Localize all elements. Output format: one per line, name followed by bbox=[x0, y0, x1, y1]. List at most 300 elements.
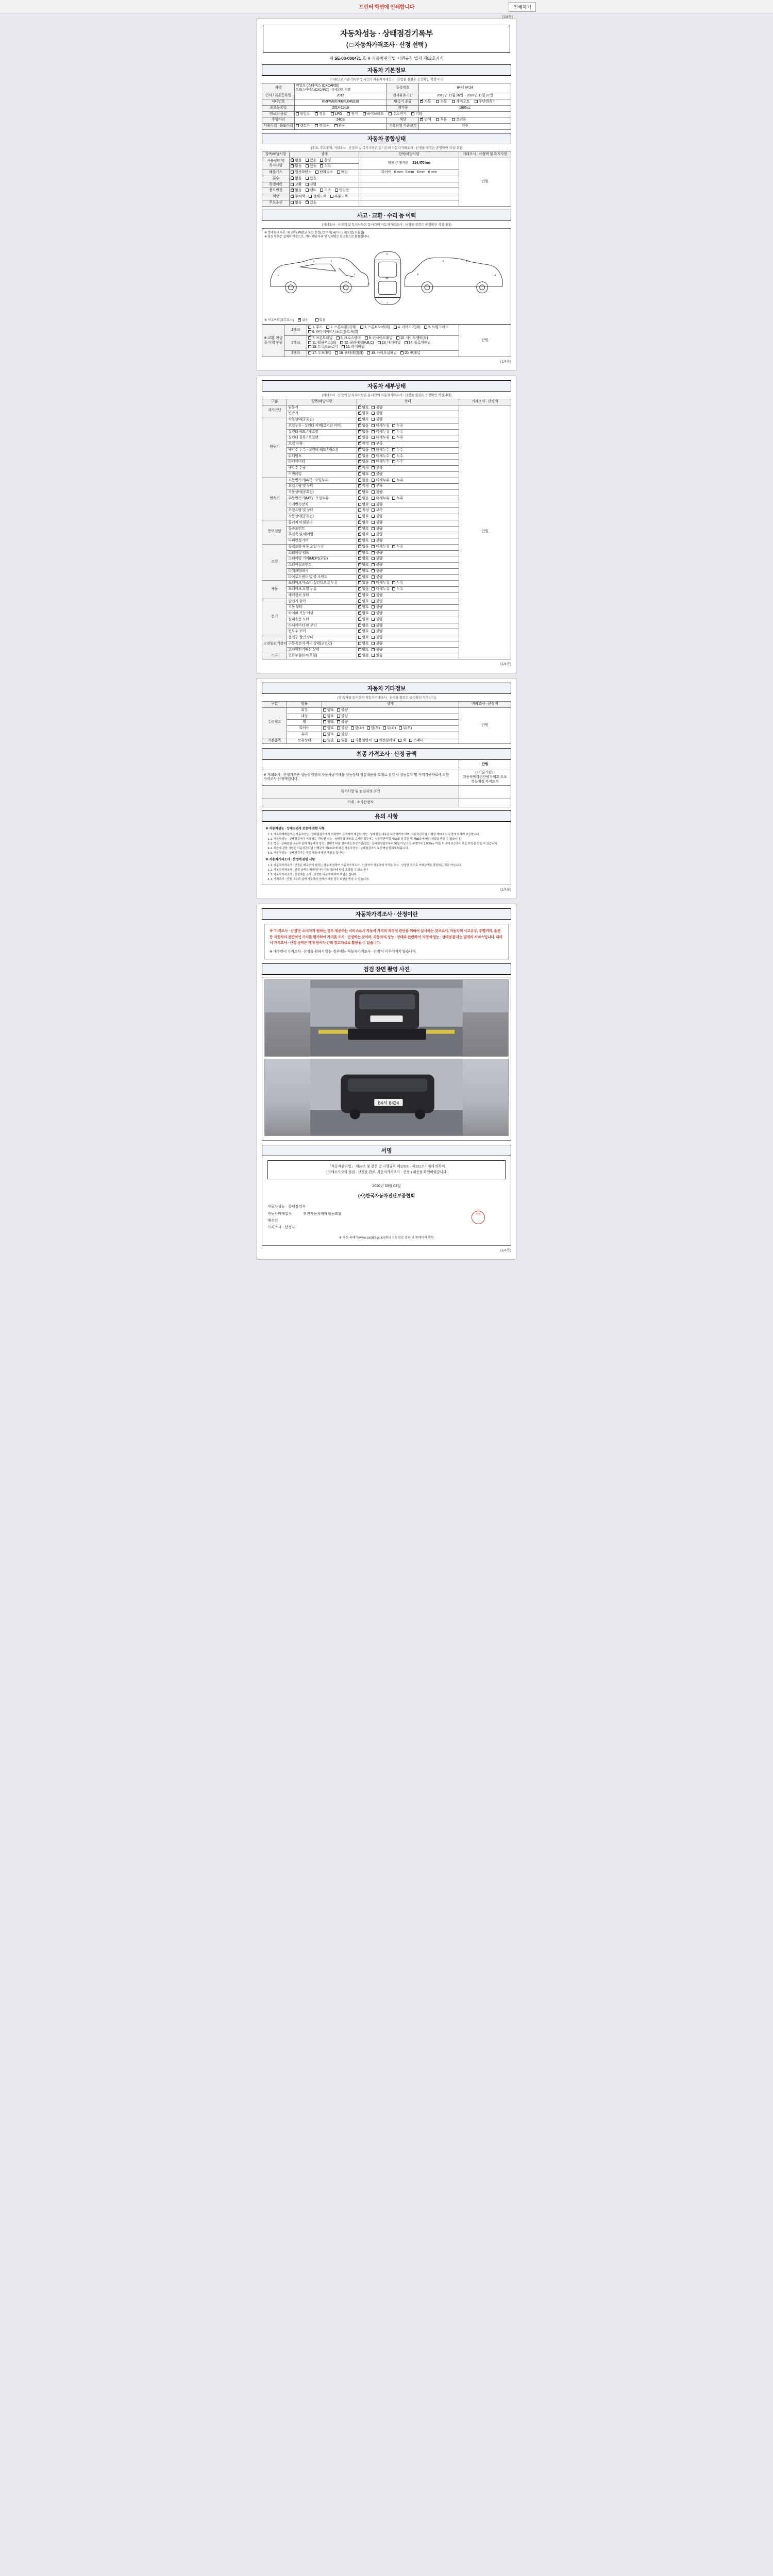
checkbox-icon[interactable] bbox=[358, 484, 361, 487]
print-button[interactable]: 인쇄하기 bbox=[509, 2, 536, 12]
checkbox-icon[interactable] bbox=[358, 654, 361, 657]
p2-1[interactable] bbox=[335, 351, 363, 356]
checkbox-icon[interactable] bbox=[372, 600, 375, 603]
checkbox-icon[interactable] bbox=[372, 448, 375, 451]
checkbox-icon[interactable] bbox=[315, 124, 318, 127]
d5-0-1[interactable] bbox=[372, 581, 389, 586]
checkbox-icon[interactable] bbox=[358, 600, 361, 603]
d1-0-1[interactable] bbox=[372, 418, 382, 422]
checkbox-icon[interactable] bbox=[358, 563, 361, 566]
d1-0-0[interactable] bbox=[358, 418, 369, 422]
wheel1[interactable] bbox=[367, 726, 380, 731]
ov3-o0[interactable] bbox=[291, 177, 301, 181]
checkbox-icon[interactable] bbox=[358, 630, 361, 633]
checkbox-icon[interactable] bbox=[372, 533, 375, 536]
ov2-o2[interactable] bbox=[337, 171, 348, 175]
checkbox-icon[interactable] bbox=[298, 318, 301, 321]
o4-1[interactable] bbox=[337, 733, 348, 737]
d1-2-1[interactable] bbox=[372, 430, 389, 435]
d2-3-2[interactable] bbox=[392, 497, 403, 501]
d2-2-1[interactable] bbox=[372, 490, 382, 495]
p2-3[interactable] bbox=[400, 351, 420, 356]
checkbox-icon[interactable] bbox=[420, 100, 423, 103]
checkbox-icon[interactable] bbox=[367, 726, 370, 730]
checkbox-icon[interactable] bbox=[372, 545, 375, 548]
checkbox-icon[interactable] bbox=[340, 341, 343, 344]
d5-0-2[interactable] bbox=[392, 581, 403, 586]
checkbox-icon[interactable] bbox=[323, 726, 326, 730]
checkbox-icon[interactable] bbox=[358, 424, 361, 427]
d6-3-0[interactable] bbox=[358, 618, 369, 622]
d8-0-0[interactable] bbox=[358, 654, 369, 658]
checkbox-icon[interactable] bbox=[372, 605, 375, 608]
d6-1-1[interactable] bbox=[372, 605, 382, 610]
checkbox-icon[interactable] bbox=[291, 171, 294, 174]
checkbox-icon[interactable] bbox=[337, 733, 340, 736]
checkbox-icon[interactable] bbox=[365, 336, 368, 340]
p0-1[interactable] bbox=[326, 326, 356, 330]
d4-3-1[interactable] bbox=[372, 563, 382, 568]
checkbox-icon[interactable] bbox=[296, 112, 299, 115]
d1-9-1[interactable] bbox=[372, 472, 382, 477]
checkbox-icon[interactable] bbox=[358, 448, 361, 451]
checkbox-icon[interactable] bbox=[358, 503, 361, 506]
p0-5[interactable] bbox=[308, 330, 358, 335]
fuel-opt-4[interactable] bbox=[363, 112, 383, 117]
d1-5-1[interactable] bbox=[372, 448, 389, 453]
checkbox-icon[interactable] bbox=[320, 159, 323, 162]
d1-6-1[interactable] bbox=[372, 454, 389, 459]
d7-1-0[interactable] bbox=[358, 642, 369, 647]
checkbox-icon[interactable] bbox=[306, 189, 309, 192]
p1-4[interactable] bbox=[308, 341, 336, 346]
fuel-opt-6[interactable] bbox=[411, 112, 422, 117]
checkbox-icon[interactable] bbox=[358, 648, 361, 651]
checkbox-icon[interactable] bbox=[358, 587, 361, 590]
p0-0[interactable] bbox=[308, 326, 323, 330]
checkbox-icon[interactable] bbox=[291, 189, 294, 192]
checkbox-icon[interactable] bbox=[392, 424, 395, 427]
checkbox-icon[interactable] bbox=[372, 539, 375, 542]
checkbox-icon[interactable] bbox=[372, 484, 375, 487]
checkbox-icon[interactable] bbox=[375, 739, 378, 742]
checkbox-icon[interactable] bbox=[308, 345, 311, 348]
checkbox-icon[interactable] bbox=[372, 521, 375, 524]
o5-0[interactable] bbox=[323, 739, 334, 743]
color-opt-1[interactable] bbox=[436, 118, 447, 123]
checkbox-icon[interactable] bbox=[372, 648, 375, 651]
d3-1-1[interactable] bbox=[372, 527, 382, 532]
d2-1-1[interactable] bbox=[372, 484, 382, 489]
checkbox-icon[interactable] bbox=[358, 509, 361, 512]
ov6-o1[interactable] bbox=[309, 195, 326, 199]
checkbox-icon[interactable] bbox=[358, 521, 361, 524]
checkbox-icon[interactable] bbox=[335, 189, 338, 192]
d7-2-1[interactable] bbox=[372, 648, 382, 653]
ov5-o0[interactable] bbox=[291, 189, 301, 193]
checkbox-icon[interactable] bbox=[363, 112, 366, 115]
checkbox-icon[interactable] bbox=[372, 460, 375, 463]
checkbox-icon[interactable] bbox=[358, 624, 361, 627]
checkbox-icon[interactable] bbox=[372, 618, 375, 621]
trans-opt-3[interactable] bbox=[475, 100, 495, 105]
checkbox-icon[interactable] bbox=[372, 442, 375, 445]
d3-3-1[interactable] bbox=[372, 539, 382, 544]
checkbox-icon[interactable] bbox=[308, 326, 311, 329]
checkbox-icon[interactable] bbox=[315, 171, 318, 174]
checkbox-icon[interactable] bbox=[358, 612, 361, 615]
ov6-o0[interactable] bbox=[291, 195, 305, 199]
fuel-opt-0[interactable] bbox=[296, 112, 310, 117]
p1-3[interactable] bbox=[396, 336, 428, 341]
checkbox-icon[interactable] bbox=[320, 189, 323, 192]
checkbox-icon[interactable] bbox=[335, 351, 338, 354]
checkbox-icon[interactable] bbox=[372, 406, 375, 409]
d2-0-1[interactable] bbox=[372, 479, 389, 483]
d6-0-0[interactable] bbox=[358, 600, 369, 604]
checkbox-icon[interactable] bbox=[360, 326, 363, 329]
d1-7-0[interactable] bbox=[358, 460, 369, 465]
p1-6[interactable] bbox=[378, 341, 400, 346]
d2-5-0[interactable] bbox=[358, 509, 369, 513]
checkbox-icon[interactable] bbox=[358, 418, 361, 421]
d5-1-1[interactable] bbox=[372, 587, 389, 592]
checkbox-icon[interactable] bbox=[358, 442, 361, 445]
o3-1[interactable] bbox=[337, 726, 348, 731]
o0-0[interactable] bbox=[323, 708, 334, 713]
checkbox-icon[interactable] bbox=[372, 563, 375, 566]
d3-2-0[interactable] bbox=[358, 533, 369, 537]
checkbox-icon[interactable] bbox=[358, 533, 361, 536]
checkbox-icon[interactable] bbox=[358, 581, 361, 584]
dmg-opt-1[interactable] bbox=[315, 317, 326, 322]
checkbox-icon[interactable] bbox=[291, 164, 294, 167]
checkbox-icon[interactable] bbox=[372, 557, 375, 560]
use-opt-2[interactable] bbox=[334, 124, 345, 129]
d4-4-1[interactable] bbox=[372, 569, 382, 574]
checkbox-icon[interactable] bbox=[358, 642, 361, 645]
checkbox-icon[interactable] bbox=[392, 460, 395, 463]
d1-1-1[interactable] bbox=[372, 424, 389, 429]
ov0-o0[interactable] bbox=[291, 159, 301, 163]
checkbox-icon[interactable] bbox=[372, 569, 375, 572]
checkbox-icon[interactable] bbox=[372, 515, 375, 518]
checkbox-icon[interactable] bbox=[306, 201, 309, 204]
d5-2-0[interactable] bbox=[358, 594, 369, 598]
checkbox-icon[interactable] bbox=[372, 436, 375, 439]
checkbox-icon[interactable] bbox=[394, 326, 397, 329]
d7-1-1[interactable] bbox=[372, 642, 382, 647]
checkbox-icon[interactable] bbox=[475, 100, 478, 103]
checkbox-icon[interactable] bbox=[358, 497, 361, 500]
d0-0-1[interactable] bbox=[372, 406, 382, 411]
p2-2[interactable] bbox=[367, 351, 396, 356]
p1-8[interactable] bbox=[308, 345, 338, 350]
checkbox-icon[interactable] bbox=[323, 739, 326, 742]
d3-2-1[interactable] bbox=[372, 533, 382, 537]
d4-5-0[interactable] bbox=[358, 575, 369, 580]
d1-9-0[interactable] bbox=[358, 472, 369, 477]
d1-1-2[interactable] bbox=[392, 424, 403, 429]
checkbox-icon[interactable] bbox=[358, 545, 361, 548]
checkbox-icon[interactable] bbox=[392, 587, 395, 590]
d1-5-2[interactable] bbox=[392, 448, 403, 453]
checkbox-icon[interactable] bbox=[323, 720, 326, 723]
checkbox-icon[interactable] bbox=[372, 509, 375, 512]
d2-5-1[interactable] bbox=[372, 509, 382, 513]
d7-0-0[interactable] bbox=[358, 636, 369, 640]
checkbox-icon[interactable] bbox=[392, 436, 395, 439]
checkbox-icon[interactable] bbox=[424, 326, 427, 329]
checkbox-icon[interactable] bbox=[308, 341, 311, 344]
checkbox-icon[interactable] bbox=[358, 636, 361, 639]
ov3-o1[interactable] bbox=[306, 177, 316, 181]
checkbox-icon[interactable] bbox=[296, 124, 299, 127]
d2-4-0[interactable] bbox=[358, 503, 369, 507]
checkbox-icon[interactable] bbox=[291, 201, 294, 204]
checkbox-icon[interactable] bbox=[337, 715, 340, 718]
checkbox-icon[interactable] bbox=[372, 454, 375, 457]
checkbox-icon[interactable] bbox=[405, 341, 408, 344]
d1-7-2[interactable] bbox=[392, 460, 403, 465]
p1-0[interactable] bbox=[308, 336, 332, 341]
p1-9[interactable] bbox=[342, 345, 364, 350]
checkbox-icon[interactable] bbox=[372, 581, 375, 584]
ov0-o1[interactable] bbox=[306, 159, 316, 163]
d1-8-1[interactable] bbox=[372, 466, 382, 471]
d5-1-0[interactable] bbox=[358, 587, 369, 592]
checkbox-icon[interactable] bbox=[372, 479, 375, 482]
p0-3[interactable] bbox=[394, 326, 420, 330]
d4-2-1[interactable] bbox=[372, 557, 382, 562]
checkbox-icon[interactable] bbox=[392, 454, 395, 457]
checkbox-icon[interactable] bbox=[308, 351, 311, 354]
checkbox-icon[interactable] bbox=[358, 618, 361, 621]
wheel3[interactable] bbox=[399, 726, 412, 731]
d4-5-1[interactable] bbox=[372, 575, 382, 580]
checkbox-icon[interactable] bbox=[392, 430, 395, 433]
checkbox-icon[interactable] bbox=[358, 466, 361, 469]
trans-opt-2[interactable] bbox=[452, 100, 469, 105]
ov2-o1[interactable] bbox=[315, 171, 333, 175]
checkbox-icon[interactable] bbox=[337, 726, 340, 730]
fuel-opt-3[interactable] bbox=[347, 112, 358, 117]
checkbox-icon[interactable] bbox=[337, 336, 340, 340]
checkbox-icon[interactable] bbox=[372, 466, 375, 469]
d4-1-1[interactable] bbox=[372, 551, 382, 556]
checkbox-icon[interactable] bbox=[398, 739, 401, 742]
d1-8-0[interactable] bbox=[358, 466, 369, 471]
checkbox-icon[interactable] bbox=[372, 636, 375, 639]
checkbox-icon[interactable] bbox=[306, 177, 309, 180]
checkbox-icon[interactable] bbox=[358, 594, 361, 597]
checkbox-icon[interactable] bbox=[358, 575, 361, 579]
d2-0-0[interactable] bbox=[358, 479, 369, 483]
checkbox-icon[interactable] bbox=[396, 336, 399, 340]
fuel-opt-1[interactable] bbox=[315, 112, 326, 117]
checkbox-icon[interactable] bbox=[392, 497, 395, 500]
d7-0-1[interactable] bbox=[372, 636, 382, 640]
use-opt-0[interactable] bbox=[296, 124, 310, 129]
d5-0-0[interactable] bbox=[358, 581, 369, 586]
d2-2-0[interactable] bbox=[358, 490, 369, 495]
checkbox-icon[interactable] bbox=[315, 112, 318, 115]
ov5-o2[interactable] bbox=[320, 189, 331, 193]
d2-3-0[interactable] bbox=[358, 497, 369, 501]
checkbox-icon[interactable] bbox=[358, 472, 361, 476]
checkbox-icon[interactable] bbox=[372, 412, 375, 415]
checkbox-icon[interactable] bbox=[420, 118, 423, 121]
checkbox-icon[interactable] bbox=[372, 575, 375, 579]
checkbox-icon[interactable] bbox=[411, 112, 414, 115]
checkbox-icon[interactable] bbox=[306, 164, 309, 167]
trans-opt-0[interactable] bbox=[420, 100, 431, 105]
d1-7-1[interactable] bbox=[372, 460, 389, 465]
ov7-o1[interactable] bbox=[306, 201, 316, 206]
d2-6-0[interactable] bbox=[358, 515, 369, 519]
checkbox-icon[interactable] bbox=[436, 118, 439, 121]
checkbox-icon[interactable] bbox=[326, 326, 329, 329]
checkbox-icon[interactable] bbox=[337, 171, 340, 174]
wheel2[interactable] bbox=[383, 726, 396, 731]
checkbox-icon[interactable] bbox=[383, 726, 386, 730]
checkbox-icon[interactable] bbox=[372, 527, 375, 530]
wheel0[interactable] bbox=[351, 726, 364, 731]
d6-5-1[interactable] bbox=[372, 630, 382, 634]
o3-0[interactable] bbox=[323, 726, 334, 731]
checkbox-icon[interactable] bbox=[372, 490, 375, 494]
ov6-o2[interactable] bbox=[330, 195, 348, 199]
d2-6-1[interactable] bbox=[372, 515, 382, 519]
d6-4-0[interactable] bbox=[358, 624, 369, 629]
p1-5[interactable] bbox=[340, 341, 374, 346]
checkbox-icon[interactable] bbox=[351, 726, 354, 730]
checkbox-icon[interactable] bbox=[392, 581, 395, 584]
d3-3-0[interactable] bbox=[358, 539, 369, 544]
d4-1-0[interactable] bbox=[358, 551, 369, 556]
d7-2-0[interactable] bbox=[358, 648, 369, 653]
checkbox-icon[interactable] bbox=[452, 100, 455, 103]
checkbox-icon[interactable] bbox=[358, 527, 361, 530]
d6-4-1[interactable] bbox=[372, 624, 382, 629]
dmg-opt-0[interactable] bbox=[298, 317, 308, 322]
checkbox-icon[interactable] bbox=[337, 720, 340, 723]
checkbox-icon[interactable] bbox=[358, 551, 361, 554]
d1-2-0[interactable] bbox=[358, 430, 369, 435]
checkbox-icon[interactable] bbox=[331, 112, 334, 115]
checkbox-icon[interactable] bbox=[436, 100, 439, 103]
checkbox-icon[interactable] bbox=[358, 479, 361, 482]
color-opt-0[interactable] bbox=[420, 118, 431, 123]
basic1[interactable] bbox=[375, 739, 395, 743]
checkbox-icon[interactable] bbox=[399, 726, 402, 730]
d1-5-0[interactable] bbox=[358, 448, 369, 453]
d4-4-0[interactable] bbox=[358, 569, 369, 574]
checkbox-icon[interactable] bbox=[315, 318, 318, 321]
d0-1-0[interactable] bbox=[358, 412, 369, 416]
d4-0-0[interactable] bbox=[358, 545, 369, 550]
checkbox-icon[interactable] bbox=[372, 654, 375, 657]
checkbox-icon[interactable] bbox=[351, 739, 354, 742]
trans-opt-1[interactable] bbox=[436, 100, 447, 105]
color-opt-2[interactable] bbox=[452, 118, 466, 123]
d2-4-1[interactable] bbox=[372, 503, 382, 507]
o1-0[interactable] bbox=[323, 715, 334, 719]
checkbox-icon[interactable] bbox=[358, 605, 361, 608]
d3-0-1[interactable] bbox=[372, 521, 382, 526]
d1-3-0[interactable] bbox=[358, 436, 369, 440]
d6-3-1[interactable] bbox=[372, 618, 382, 622]
o5-1[interactable] bbox=[337, 739, 348, 743]
basic2[interactable] bbox=[398, 739, 406, 743]
ov1-o0[interactable] bbox=[291, 164, 301, 169]
checkbox-icon[interactable] bbox=[308, 336, 311, 340]
checkbox-icon[interactable] bbox=[358, 454, 361, 457]
d4-0-1[interactable] bbox=[372, 545, 389, 550]
d0-0-0[interactable] bbox=[358, 406, 369, 411]
p0-4[interactable] bbox=[424, 326, 448, 330]
ov5-o1[interactable] bbox=[306, 189, 316, 193]
checkbox-icon[interactable] bbox=[358, 515, 361, 518]
ov2-o0[interactable] bbox=[291, 171, 311, 175]
checkbox-icon[interactable] bbox=[372, 642, 375, 645]
checkbox-icon[interactable] bbox=[291, 159, 294, 162]
fuel-opt-5[interactable] bbox=[389, 112, 406, 117]
d4-2-0[interactable] bbox=[358, 557, 369, 562]
checkbox-icon[interactable] bbox=[392, 479, 395, 482]
d4-3-0[interactable] bbox=[358, 563, 369, 568]
d6-5-0[interactable] bbox=[358, 630, 369, 634]
checkbox-icon[interactable] bbox=[358, 539, 361, 542]
use-opt-1[interactable] bbox=[315, 124, 329, 129]
checkbox-icon[interactable] bbox=[291, 177, 294, 180]
d2-0-2[interactable] bbox=[392, 479, 403, 483]
d3-0-0[interactable] bbox=[358, 521, 369, 526]
checkbox-icon[interactable] bbox=[392, 448, 395, 451]
checkbox-icon[interactable] bbox=[330, 195, 333, 198]
ov7-o0[interactable] bbox=[291, 201, 301, 206]
checkbox-icon[interactable] bbox=[291, 183, 294, 186]
d1-6-0[interactable] bbox=[358, 454, 369, 459]
checkbox-icon[interactable] bbox=[372, 594, 375, 597]
checkbox-icon[interactable] bbox=[372, 612, 375, 615]
checkbox-icon[interactable] bbox=[306, 183, 309, 186]
checkbox-icon[interactable] bbox=[334, 124, 338, 127]
checkbox-icon[interactable] bbox=[372, 497, 375, 500]
checkbox-icon[interactable] bbox=[372, 424, 375, 427]
d4-0-2[interactable] bbox=[392, 545, 403, 550]
d5-1-2[interactable] bbox=[392, 587, 403, 592]
p0-2[interactable] bbox=[360, 326, 390, 330]
d1-3-1[interactable] bbox=[372, 436, 389, 440]
checkbox-icon[interactable] bbox=[308, 330, 311, 333]
d6-0-1[interactable] bbox=[372, 600, 382, 604]
checkbox-icon[interactable] bbox=[372, 472, 375, 476]
checkbox-icon[interactable] bbox=[372, 630, 375, 633]
checkbox-icon[interactable] bbox=[372, 503, 375, 506]
d6-1-0[interactable] bbox=[358, 605, 369, 610]
checkbox-icon[interactable] bbox=[337, 708, 340, 711]
fuel-opt-2[interactable] bbox=[331, 112, 342, 117]
ov4-o1[interactable] bbox=[306, 183, 316, 188]
checkbox-icon[interactable] bbox=[323, 733, 326, 736]
checkbox-icon[interactable] bbox=[389, 112, 392, 115]
o2-1[interactable] bbox=[337, 720, 348, 725]
d6-2-1[interactable] bbox=[372, 612, 382, 616]
o4-0[interactable] bbox=[323, 733, 334, 737]
p1-1[interactable] bbox=[337, 336, 361, 341]
checkbox-icon[interactable] bbox=[372, 551, 375, 554]
